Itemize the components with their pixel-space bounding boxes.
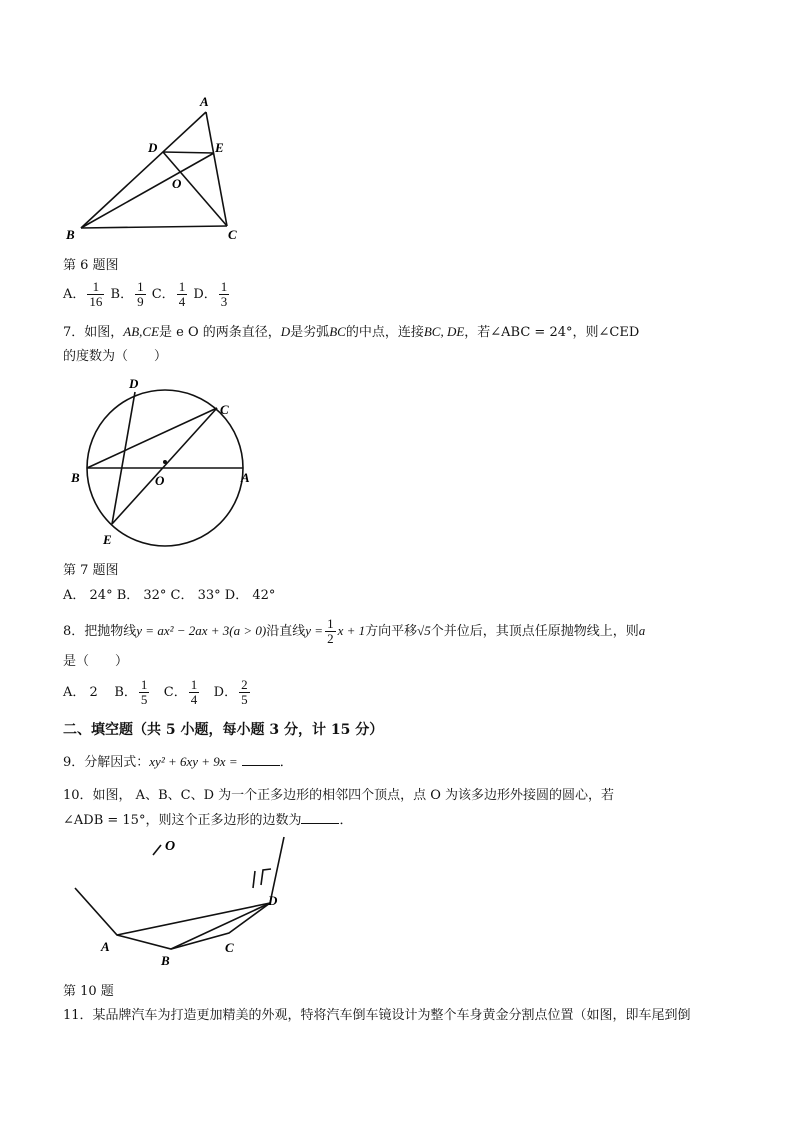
q7-point-b: B xyxy=(71,470,80,485)
q8-options: A． 2 B． $\frac{1}{5}$ C． $\frac{1}{4}$ D． $\frac{2}{5}$ xyxy=(63,677,248,707)
q9-answer-blank[interactable] xyxy=(242,753,280,766)
q6-point-e: E xyxy=(215,140,224,155)
q10-figure xyxy=(65,833,305,973)
q6-point-b: B xyxy=(66,227,75,242)
q6-figure xyxy=(60,92,260,247)
q6-point-o: O xyxy=(172,176,182,191)
q11-stem: 11．某品牌汽车为打造更加精美的外观，特将汽车倒车镜设计为整个车身黄金分割点位置（如图，即车尾到倒 xyxy=(63,1008,691,1023)
q8-slope-frac: $\frac{1}{2}$ xyxy=(327,616,334,646)
q6-point-c: C xyxy=(228,227,237,242)
q6-point-d: D xyxy=(148,140,158,155)
q7-point-d: D xyxy=(129,376,139,391)
q7-point-e: E xyxy=(103,532,112,547)
q6-option-a-label: A． xyxy=(63,287,86,302)
q6-option-c-frac: $\frac{1}{4}$ xyxy=(178,279,186,309)
q8-stem-line2: 是（ ） xyxy=(63,654,129,669)
q10-point-b: B xyxy=(161,953,170,968)
q10-answer-blank[interactable] xyxy=(301,811,339,824)
q6-option-d-label: D． xyxy=(193,287,217,302)
q6-point-a: A xyxy=(200,94,209,109)
q7-stem-line1: 7．如图，AB,CE是 e O 的两条直径，D是劣弧BC的中点，连接BC, DE，若∠ABC = 24°，则∠CED xyxy=(63,324,640,340)
q10-point-d: D xyxy=(268,893,278,908)
q7-figure xyxy=(65,372,255,552)
q7-point-c: C xyxy=(220,402,229,417)
q6-option-d-frac: $\frac{1}{3}$ xyxy=(220,279,228,309)
q7-options: A． 24° B． 32° C． 33° D． 42° xyxy=(63,588,276,603)
q7-point-o: O xyxy=(155,473,165,488)
q6-option-b-frac: $\frac{1}{9}$ xyxy=(137,279,144,309)
q6-option-b-label: B． xyxy=(110,287,134,302)
q10-point-c: C xyxy=(225,940,234,955)
q6-caption: 第 6 题图 xyxy=(63,258,119,273)
q10-stem-line1: 10．如图， A、B、C、D 为一个正多边形的相邻四个顶点，点 O 为该多边形外接圆的圆心，若 xyxy=(63,788,615,803)
q7-stem-line2: 的度数为（ ） xyxy=(63,349,168,364)
q8-stem-line1: 8．把抛物线y = ax² − 2ax + 3(a > 0)沿直线y = $\frac{1}{2}$ x + 1方向平移√5个并位后，其顶点任原抛物线上，则a xyxy=(63,616,646,646)
q6-options xyxy=(63,280,231,309)
section-title-fill-in: 二、填空题（共 5 小题，每小题 3 分，计 15 分） xyxy=(63,722,384,738)
q6-option-c-label: C． xyxy=(151,287,175,302)
q9-stem: 9．分解因式：xy² + 6xy + 9x = ． xyxy=(63,754,293,770)
q6-option-a-frac: $\frac{1}{16}$ xyxy=(89,279,103,309)
q7-caption: 第 7 题图 xyxy=(63,563,119,578)
q10-caption: 第 10 题 xyxy=(63,984,114,999)
q7-point-a: A xyxy=(241,470,250,485)
q10-point-a: A xyxy=(101,939,110,954)
q10-stem-line2: ∠ADB = 15°，则这个正多边形的边数为 ． xyxy=(63,813,353,828)
q10-point-o: O xyxy=(165,839,176,854)
